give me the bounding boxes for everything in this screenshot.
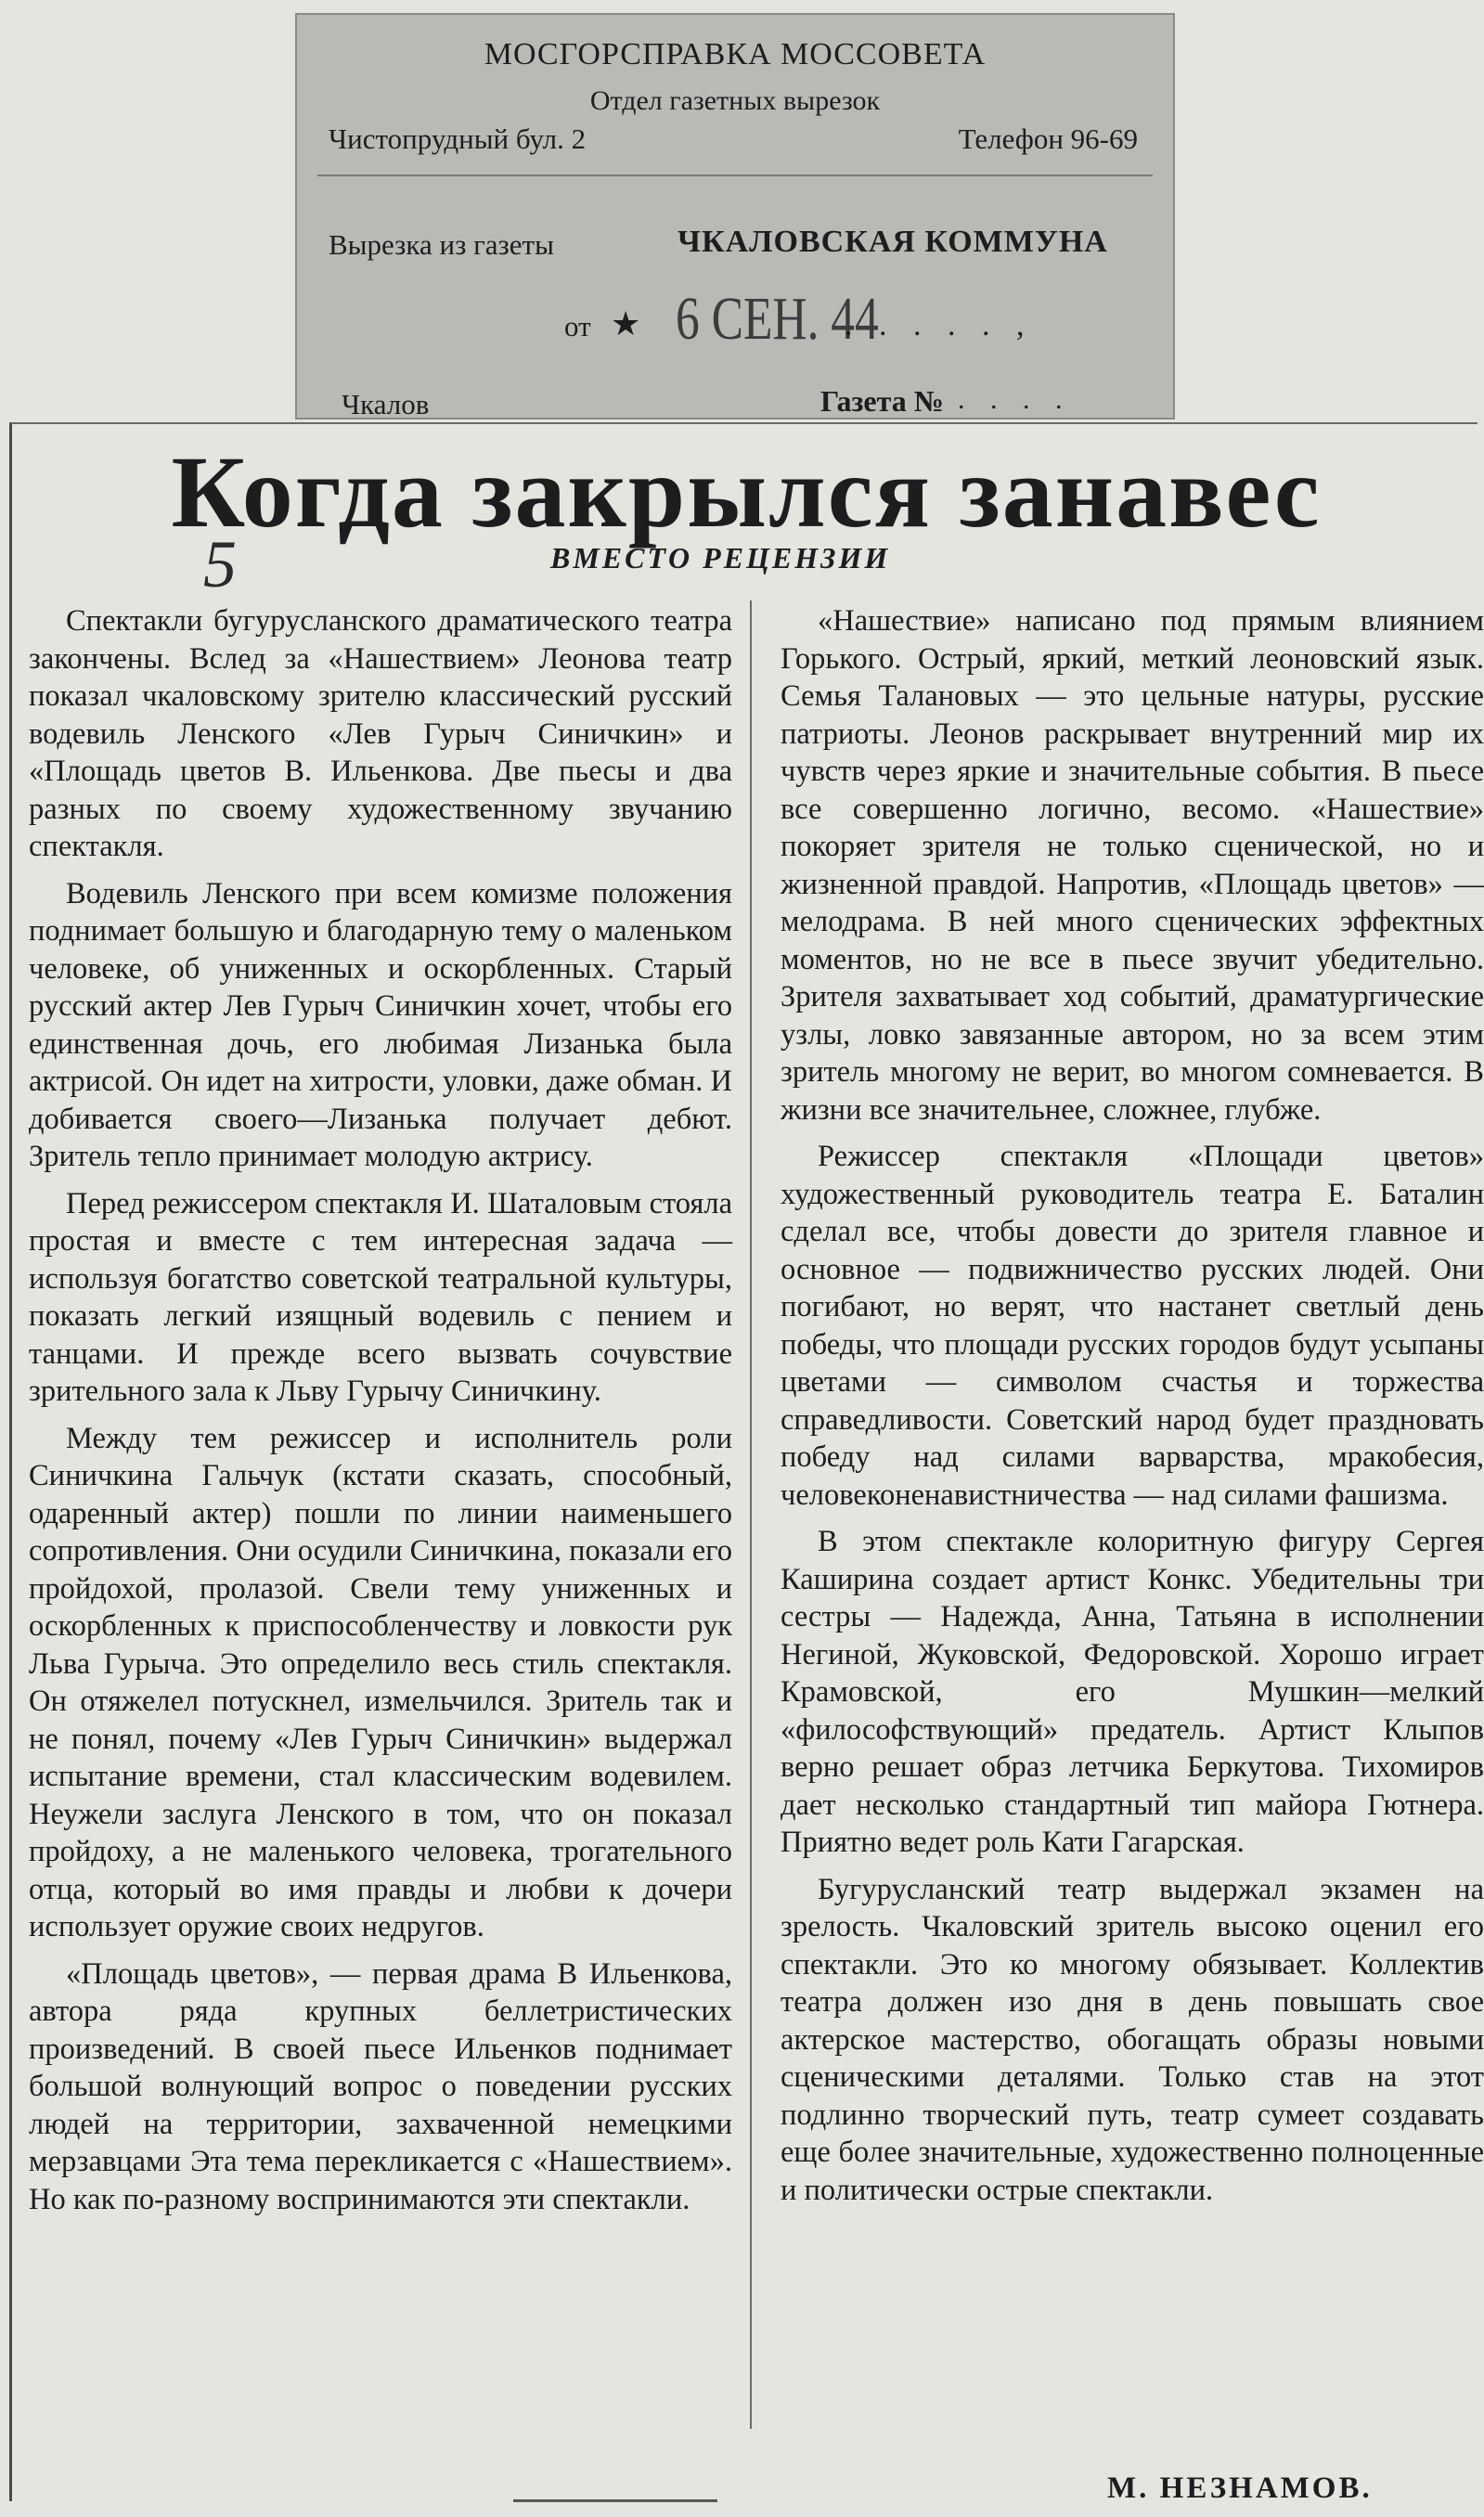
- bureau-title: МОСГОРСПРАВКА МОССОВЕТА: [484, 37, 987, 71]
- paper-name: ЧКАЛОВСКАЯ КОММУНА: [677, 225, 1108, 259]
- article-headline: Когда закрылся занавес: [171, 435, 1322, 549]
- date-fill-dots: . . . . . ,: [845, 308, 1034, 342]
- paragraph: Перед режиссером спектакля И. Шаталовым стояла простая и вместе с тем интересная задача — используя богатство советской театральной культуры, показать легкий изящный водевиль с пением и танцами. И прежде всего вызвать сочувствие зрительного зала к Льву Гурычу Синичкину.: [29, 1186, 732, 1408]
- bureau-address: Чистопрудный бул. 2: [329, 123, 587, 155]
- paragraph: «Площадь цветов», — первая драма В Ильенкова, автора ряда крупных беллетристических произведений. В своей пьесе Ильенков поднимает большой волнующий вопрос о поведении русских людей на территории, захваченной немецкими мерзавцами Эта тема перекликается с «Нашествием». Но как по-разному воспринимаются эти спектакли.: [29, 1956, 732, 2216]
- gazeta-number-label: Газета №: [820, 384, 944, 418]
- handwritten-mark: 5: [203, 527, 237, 601]
- article-subtitle: ВМЕСТО РЕЦЕНЗИИ: [550, 541, 891, 574]
- left-column: [29, 602, 732, 2227]
- paragraph: В этом спектакле колоритную фигуру Сергея Каширина создает артист Конкс. Убедительны три сестры — Надежда, Анна, Татьяна в исполнении Негиной, Жуковской, Федоровской. Хорошо играет Крамовской, его Мушкин—мелкий «философствующий» предатель. Артист Клыпов верно решает образ летчика Беркутова. Тихомиров дает несколько стандартный тип майора Гютнера. Приятно ведет роль Кати Гагарская.: [781, 1525, 1484, 1859]
- bureau-phone: Телефон 96-69: [958, 123, 1138, 155]
- author-signature: М. НЕЗНАМОВ.: [1107, 2472, 1373, 2505]
- bottom-rule: [513, 2499, 717, 2502]
- column-divider: [750, 600, 752, 2429]
- paragraph: Спектакли бугурусланского драматического театра закончены. Вслед за «Нашествием» Леонова театр показал чкаловскому зрителю классический русский водевиль Ленского «Лев Гурыч Синичкин» и «Площадь цветов В. Ильенкова. Две пьесы и два разных по своему художественному звучанию спектакля.: [29, 604, 732, 863]
- city-label: Чкалов: [342, 388, 430, 420]
- paragraph: Между тем режиссер и исполнитель роли Синичкина Гальчук (кстати сказать, способный, одаренный актер) пошли по линии наименьшего сопротивления. Они осудили Синичкина, показали его пройдохой, пролазой. Свели тему униженных и оскорбленных к приспособленчеству и ловкости рук Льва Гурыча. Это определило весь стиль спектакля. Он отяжелел потускнел, измельчился. Зритель так и не понял, почему «Лев Гурыч Синичкин» выдержал испытание времени, стал классическим водевилем. Неужели заслуга Ленского в том, что он показал пройдоху, а не маленького человека, трогательного отца, который во имя правды и любви к дочери использует оружие своих недругов.: [29, 1421, 732, 1943]
- clipping-bureau-card: [295, 13, 1175, 420]
- date-stamp: 6 СЕН. 44: [676, 285, 879, 353]
- star-icon: ★: [611, 305, 641, 342]
- newspaper-article: [9, 422, 1484, 2505]
- paragraph: Режиссер спектакля «Площади цветов» художественный руководитель театра Е. Баталин сделал все, чтобы довести до зрителя главное и основное — подвижничество русских людей. Они погибают, но верят, что настанет светлый день победы, что площади русских городов будут усыпаны цветами — символом счастья и торжества справедливости. Советский народ будет праздновать победу над силами варварства, мракобесия, человеконенавистничества — над силами фашизма.: [781, 1140, 1484, 1512]
- department-label: Отдел газетных вырезок: [589, 85, 881, 116]
- paper-label: Вырезка из газеты: [329, 228, 554, 261]
- card-divider: [317, 174, 1153, 176]
- gazeta-number-dots: . . . .: [958, 384, 1072, 415]
- right-column: [781, 602, 1484, 2218]
- paragraph: «Нашествие» написано под прямым влиянием Горького. Острый, яркий, меткий леоновский язык. Семья Талановых — это цельные натуры, русские патриоты. Леонов раскрывает внутренний мир их чувств через яркие и значительные события. В пьесе все совершенно логично, весомо. «Нашествие» покоряет зрителя не только сценической, но и жизненной правдой. Напротив, «Площадь цветов» — мелодрама. В ней много сценических эффектных моментов, но не все в пьесе звучит убедительно. Зрителя захватывает ход событий, драматургические узлы, ловко завязанные автором, но за всем этим зритель многому не верит, во многом сомневается. В жизни все значительнее, сложнее, глубже.: [781, 604, 1484, 1127]
- from-label: от: [564, 310, 591, 342]
- paragraph: Водевиль Ленского при всем комизме положения поднимает большую и благодарную тему о маленьком человеке, об униженных и оскорбленных. Старый русский актер Лев Гурыч Синичкин хочет, чтобы его единственная дочь, его любимая Лизанька была актрисой. Он идет на хитрости, уловки, даже обман. И добивается своего—Лизанька получает дебют. Зритель тепло принимает молодую актрису.: [29, 876, 732, 1173]
- paragraph: Бугурусланский театр выдержал экзамен на зрелость. Чкаловский зритель высоко оценил его спектакли. Это ко многому обязывает. Коллектив театра должен изо дня в день повышать свое актерское мастерство, обогащать образы новыми сценическими деталями. Только став на этот подлинно творческий путь, театр сумеет создавать еще более значительные, художественно полноценные и политически острые спектакли.: [781, 1872, 1484, 2207]
